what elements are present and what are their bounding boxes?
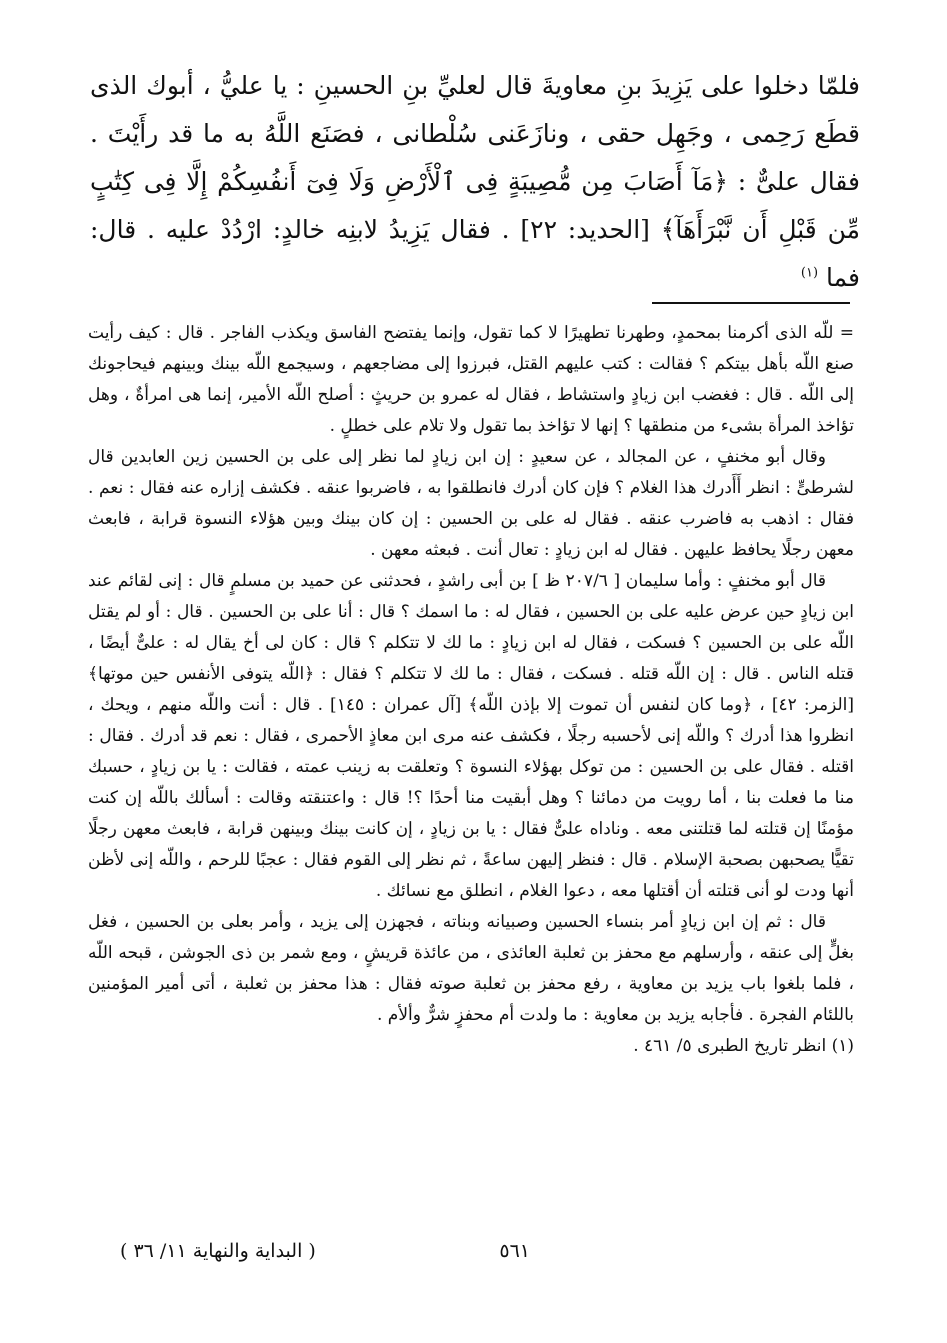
footnote-paragraph: قال : ثم إن ابن زيادٍ أمر بنساء الحسين وصبيانه وبناته ، فجهزن إلى يزيد ، وأمر بعلى بن الحسين ، فغل بغلٍّ إلى عنقه ، وأرسلهم مع محفز بن ثعلبة العائذى ، من عائذة قريشٍ ، ومع شمر بن ذى الجوشن ، قبحه اللّه ، فلما بلغوا باب يزيد بن معاوية ، رفع محفز بن ثعلبة صوته فقال : هذا محفز بن ثعلبة ، أتى أمير المؤمنين باللئام الفجرة . فأجابه يزيد بن معاوية : ما ولدت أم محفزٍ شرٌّ وألأم . <box>88 912 854 1025</box>
main-text-block <box>90 62 860 302</box>
footnote-marker: (١) <box>800 265 819 281</box>
main-text-body: فلمّا دخلوا على يَزِيدَ بنِ معاويةَ قال لعليِّ بنِ الحسينِ : يا عليُّ ، أبوك الذى قطَع رَحِمى ، وجَهِل حقى ، ونازَعَنى سُلْطانى ، فصَنَع اللَّهُ به ما قد رأَيْتَ . فقال علىٌّ : ﴿مَآ أَصَابَ مِن مُّصِيبَةٍ فِى ٱلْأَرْضِ وَلَا فِىٓ أَنفُسِكُمْ إِلَّا فِى كِتَٰبٍ مِّن قَبْلِ أَن نَّبْرَأَهَآ﴾ [الحديد: ٢٢] . فقال يَزِيدُ لابنِه خالدٍ: ارْدُدْ عليه . قال: فما <box>90 71 860 292</box>
page-footer <box>90 1240 860 1270</box>
footnote-separator-rule <box>652 302 850 304</box>
page-number: ٥٦١ <box>499 1240 530 1262</box>
footnote-paragraph: قال أبو مخنفٍ : وأما سليمان [ ٢٠٧/٦ ظ ] بن أبى راشدٍ ، فحدثنى عن حميد بن مسلمٍ قال : إنى لقائم عند ابن زيادٍ حين عرض عليه على بن الحسين ، فقال له : ما اسمك ؟ قال : أنا على بن الحسين . قال : أو لم يقتل اللّه على بن الحسين ؟ فسكت ، فقال له ابن زيادٍ : ما لك لا تتكلم ؟ قال : كان لى أخ يقال له : علىٌّ أيضًا ، قتله الناس . قال : إن اللّه قتله . فسكت ، فقال : ما لك لا تتكلم ؟ فقال : ﴿اللّه يتوفى الأنفس حين موتها﴾ [الزمر: ٤٢] ، ﴿وما كان لنفس أن تموت إلا بإذن اللّه﴾ [آل عمران : ١٤٥] . قال : أنت واللّه منهم ، ويحك ، انظروا هذا أدرك ؟ واللّه إنى لأحسبه رجلًا ، فكشف عنه مرى ابن معاذٍ الأحمرى ، فقال : نعم قد أدرك . فقال : اقتله . فقال على بن الحسين : من توكل بهؤلاء النسوة ؟ وتعلقت به زينب عمته ، فقالت : يا بن زيادٍ ، حسبك منا ما فعلت بنا ، أما رويت من دمائنا ؟ وهل أبقيت منا أحدًا ؟! قال : واعتنقته وقالت : أسألك باللّه إن كنت مؤمنًا إن قتلته لما قتلتنى معه . وناداه علىٌّ فقال : يا بن زيادٍ ، إن كانت بينك وبينهن قرابة ، فابعث معهن رجلًا تقيًّا يصحبهن بصحبة الإسلام . قال : فنظر إليهن ساعةً ، ثم نظر إلى القوم فقال : عجبًا للرحم ، واللّه إنى لأظن أنها ودت لو أنى قتلته أن أقتلها معه ، دعوا الغلام ، انطلق مع نسائك . <box>88 571 854 901</box>
footnote-paragraph: وقال أبو مخنفٍ ، عن المجالد ، عن سعيدٍ : إن ابن زيادٍ لما نظر إلى على بن الحسين زين العابدين قال لشرطىٍّ : انظر أَأَدرك هذا الغلام ؟ فإن كان أدرك فانطلقوا به ، فاضربوا عنقه . فكشف إزاره عنه فقال : نعم . فقال : اذهب به فاضرب عنقه . فقال له على بن الحسين : إن كان بينك وبين هؤلاء النسوة قرابة ، فابعث معهن رجلًا يحافظ عليهن . فقال له ابن زيادٍ : تعال أنت . فبعثه معهن . <box>88 447 854 560</box>
book-reference: ( البداية والنهاية ١١/ ٣٦ ) <box>120 1240 316 1262</box>
footnote-continuation: = للّه الذى أكرمنا بمحمدٍ، وطهرنا تطهيرًا لا كما تقول، وإنما يفتضح الفاسق ويكذب الفاجر . قال : كيف رأيت صنع اللّه بأهل بيتكم ؟ فقالت : كتب عليهم القتل، فبرزوا إلى مضاجعهم ، وسيجمع اللّه بينك وبينهم فيحاجونك إلى اللّه . قال : فغضب ابن زيادٍ واستشاط ، فقال له عمرو بن حريثٍ : أصلح اللّه الأمير، إنما هى امرأةٌ ، وهل تؤاخذ المرأة بشىء من منطقها ؟ إنها لا تؤاخذ بما تقول ولا تلام على خطلٍ . <box>88 323 854 436</box>
footnote-reference: (١) انظر تاريخ الطبرى ٥/ ٤٦١ . <box>633 1036 854 1056</box>
main-text-paragraph <box>90 62 860 302</box>
footnotes-block <box>88 318 854 1062</box>
